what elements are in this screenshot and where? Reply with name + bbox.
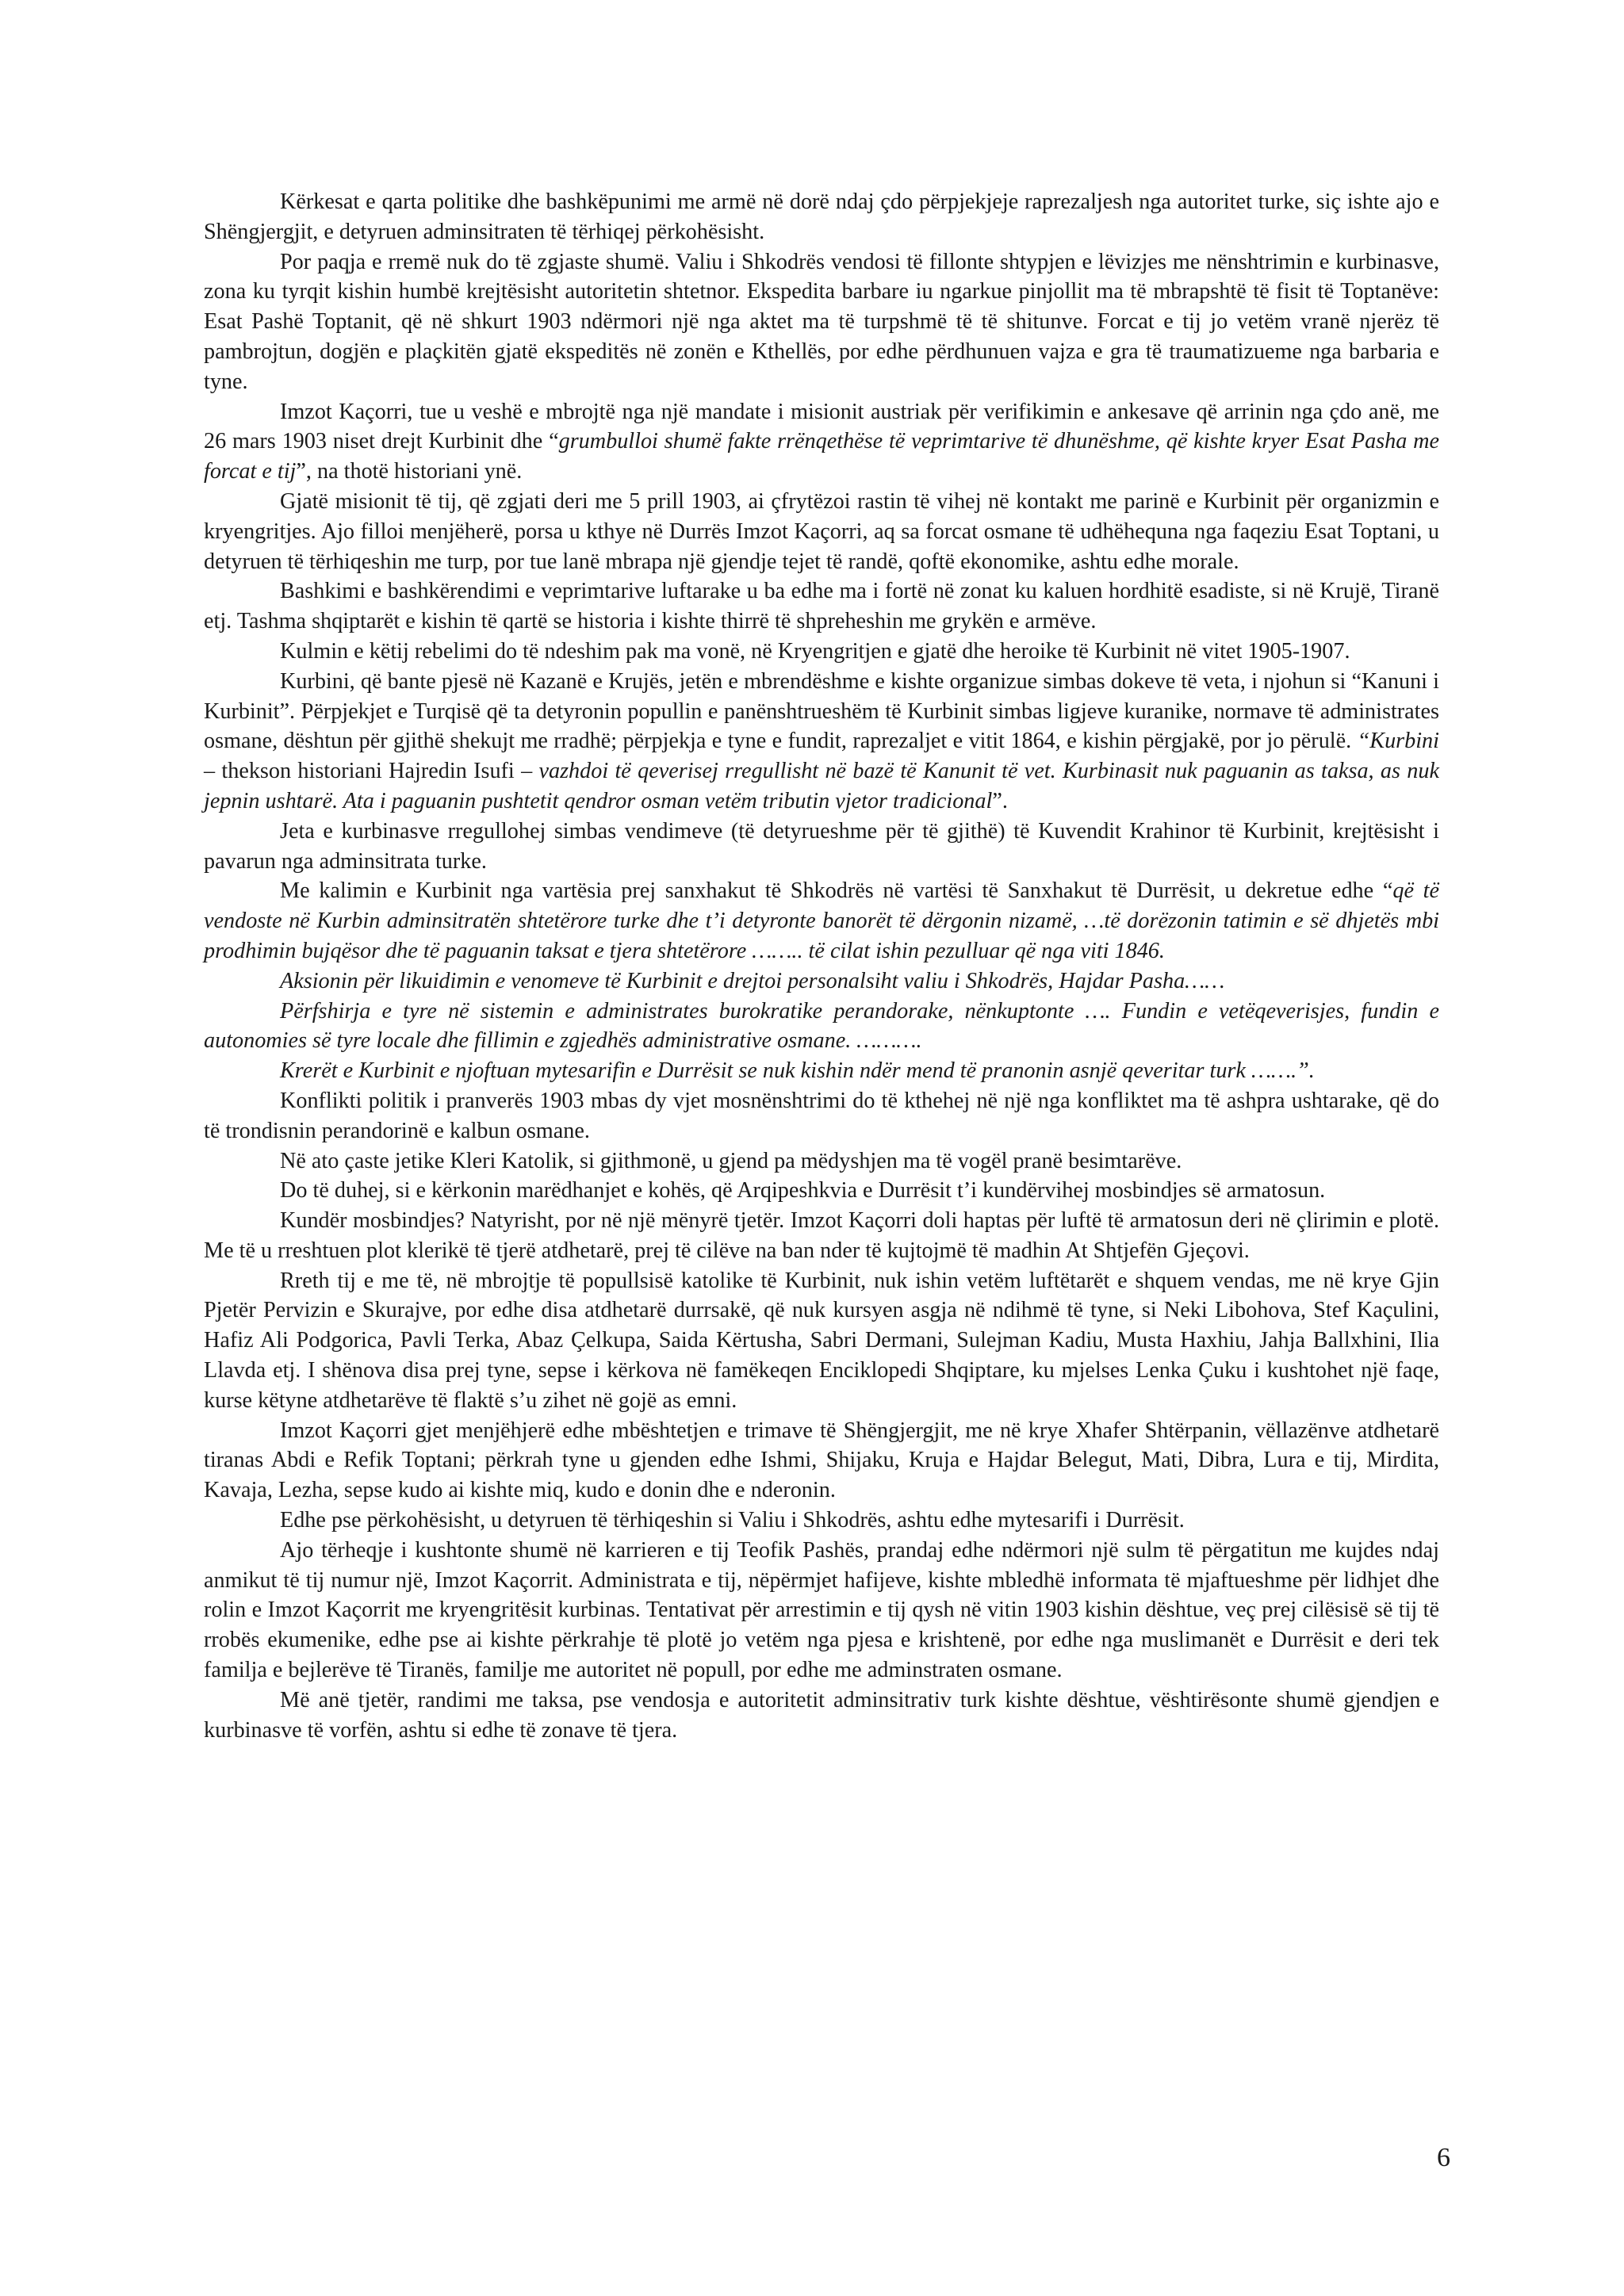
text-run: Kërkesat e qarta politike dhe bashkëpunimi me armë në dorë ndaj çdo përpjekjeje raprezaljesh nga autoritet turke, siç ishte ajo e Shëngjergjit, e detyruen adminsitraten të tërhiqej përkohësisht. <box>204 189 1439 244</box>
italic-text-run: Përfshirja e tyre në sistemin e administrates burokratike perandorake, nënkuptonte …. Fundin e vetëqeverisjes, fundin e autonomies së tyre locale dhe fillimin e zgjedhës administrative osmane. ………. <box>204 998 1439 1054</box>
paragraph <box>204 397 1439 487</box>
text-run: Ajo tërheqje i kushtonte shumë në karrieren e tij Teofik Pashës, prandaj edhe ndërmori një sulm të përgatitun me kujdes ndaj anmikut të tij numur një, Imzot Kaçorrit. Administrata e tij, nëpërmjet hafijeve, kishte mbledhë informata të mjaftueshme për lidhjet dhe rolin e Imzot Kaçorrit me kryengritësit kurbinas. Tentativat për arrestimin e tij qysh në vitin 1903 kishin dështue, veç prej cilësisë së tij të rrobës ekumenike, edhe pse ai kishte përkrahje të plotë jo vetëm nga pjesa e krishtenë, por edhe nga muslimanët e Durrësit e deri tek familja e bejlerëve të Tiranës, familje me autoritet në popull, por edhe me adminstraten osmane. <box>204 1537 1439 1683</box>
text-run: Por paqja e rremë nuk do të zgjaste shumë. Valiu i Shkodrës vendosi të fillonte shtypjen e lëvizjes me nënshtrimin e kurbinasve, zona ku tyrqit kishin humbë krejtësisht autoritetin shtetnor. Ekspedita barbare iu ngarkue pinjollit ma të mbrapshtë të fisit të Toptanëve: Esat Pashë Toptanit, që në shkurt 1903 ndërmori një nga aktet ma të turpshmë të të shitunve. Forcat e tij jo vetëm vranë njerëz të pambrojtun, dogjën e plaçkitën gjatë ekspeditës në zonën e Kthellës, por edhe përdhunuen vajza e gra të traumatizueme nga barbaria e tyne. <box>204 249 1439 394</box>
paragraph <box>204 1206 1439 1266</box>
paragraph <box>204 637 1439 667</box>
italic-text-run: që të vendoste në Kurbin adminsitratën shtetërore turke dhe t’i detyronte banorët të dërgonin nizamë, …të dorëzonin tatimin e së dhjetës mbi prodhimin bujqësor dhe të paguanin taksat e tjera shtetërore …….. të cilat ishin pezulluar që nga viti 1846. <box>204 878 1440 963</box>
paragraph <box>204 966 1439 997</box>
text-run: Edhe pse përkohësisht, u detyruen të tërhiqeshin si Valiu i Shkodrës, ashtu edhe mytesarifi i Durrësit. <box>280 1508 1185 1533</box>
text-run: Bashkimi e bashkërendimi e veprimtarive luftarake u ba edhe ma i fortë në zonat ku kaluen hordhitë esadiste, si në Krujë, Tiranë etj. Tashma shqiptarët e kishin të qartë se historia i kishte thirrë të shpreheshin me grykën e armëve. <box>204 579 1439 634</box>
text-run: ”, na thotë historiani ynë. <box>296 459 523 484</box>
paragraph <box>204 1056 1439 1086</box>
text-run: Jeta e kurbinasve rregullohej simbas vendimeve (të detyrueshme për të gjithë) të Kuvendit Krahinor të Kurbinit, krejtësisht i pavarun nga adminsitrata turke. <box>204 818 1439 874</box>
paragraph <box>204 817 1439 877</box>
paragraph <box>204 876 1439 966</box>
paragraph <box>204 1686 1439 1746</box>
text-run: – thekson historiani Hajredin Isufi – <box>204 759 539 784</box>
paragraph <box>204 1266 1439 1416</box>
paragraph <box>204 576 1439 637</box>
paragraph <box>204 1416 1439 1506</box>
text-run: Konflikti politik i pranverës 1903 mbas dy vjet mosnënshtrimi do të kthehej në një nga konfliktet ma të ashpra ushtarake, që do të trondisnin perandorinë e kalbun osmane. <box>204 1088 1439 1143</box>
text-run: Gjatë misionit të tij, që zgjati deri me 5 prill 1903, ai çfrytëzoi rastin të vihej në kontakt me parinë e Kurbinit për organizmin e kryengritjes. Ajo filloi menjëherë, porsa u kthye në Durrës Imzot Kaçorri, aq sa forcat osmane të udhëhequna nga faqeziu Esat Toptani, u detyruen të tërhiqeshin me turp, por tue lanë mbrapa një gjendje tejet të randë, qoftë ekonomike, ashtu edhe morale. <box>204 488 1439 574</box>
paragraph <box>204 1536 1439 1686</box>
paragraph <box>204 487 1439 576</box>
italic-text-run: “Kurbini <box>1357 729 1439 754</box>
text-run: Me kalimin e Kurbinit nga vartësia prej sanxhakut të Shkodrës në vartësi të Sanxhakut të Durrësit, u dekretue edhe “ <box>280 878 1393 904</box>
paragraph <box>204 1086 1439 1146</box>
italic-text-run: Aksionin për likuidimin e venomeve të Kurbinit e drejtoi personalsiht valiu i Shkodrës, Hajdar Pasha…… <box>280 968 1225 993</box>
italic-text-run: Krerët e Kurbinit e njoftuan mytesarifin e Durrësit se nuk kishin ndër mend të pranonin asnjë qeveritar turk …….”. <box>280 1058 1315 1084</box>
paragraph <box>204 1176 1439 1206</box>
text-run: Kurbini, që bante pjesë në Kazanë e Krujës, jetën e mbrendëshme e kishte organizue simbas dokeve të veta, i njohun si “Kanuni i Kurbinit”. Përpjekjet e Turqisë që ta detyronin popullin e panënshtrueshëm të Kurbinit simbas ligjeve kuranike, normave të administrates osmane, dështun për gjithë shekujt me rradhë; përpjekja e tyne e fundit, raprezaljet e vitit 1864, e kishin përgjakë, por jo përulë. <box>204 668 1439 754</box>
italic-text-run: grumbulloi shumë fakte rrënqethëse të veprimtarive të dhunëshme, që kishte kryer Esat Pasha me forcat e tij <box>204 429 1440 484</box>
text-run: Rreth tij e me të, në mbrojtje të popullsisë katolike të Kurbinit, nuk ishin vetëm luftëtarët e shquem vendas, me në krye Gjin Pjetër Pervizin e Skurajve, por edhe disa atdhetarë durrsakë, që nuk kursyen asgja në ndihmë të tyne, si Neki Libohova, Stef Kaçulini, Hafiz Ali Podgorica, Pavli Terka, Abaz Çelkupa, Saida Kërtusha, Sabri Dermani, Sulejman Kadiu, Musta Haxhiu, Jahja Ballxhini, Ilia Llavda etj. I shënova disa prej tyne, sepse i kërkova në famëkeqen Enciklopedi Shqiptare, ku mjelses Lenka Çuku i kushtohet një faqe, kurse këtyne atdhetarëve të flaktë s’u zihet në gojë as emni. <box>204 1268 1439 1413</box>
page-number: 6 <box>1437 2143 1450 2172</box>
paragraph <box>204 247 1439 397</box>
text-run: Kulmin e këtij rebelimi do të ndeshim pak ma vonë, në Kryengritjen e gjatë dhe heroike të Kurbinit në vitet 1905-1907. <box>280 638 1350 664</box>
text-run: Do të duhej, si e kërkonin marëdhanjet e kohës, që Arqipeshkvia e Durrësit t’i kundërvihej mosbindjes së armatosun. <box>280 1178 1326 1203</box>
paragraph <box>204 1146 1439 1177</box>
text-run: ”. <box>992 788 1008 813</box>
text-run: Kundër mosbindjes? Natyrisht, por në një mënyrë tjetër. Imzot Kaçorri doli haptas për luftë të armatosun deri në çlirimin e plotë. Me të u rreshtuen plot klerikë të tjerë atdhetarë, prej të cilëve na ban nder të kujtojmë të madhin At Shtjefën Gjeçovi. <box>204 1208 1439 1263</box>
text-run: Imzot Kaçorri gjet menjëhjerë edhe mbështetjen e trimave të Shëngjergjit, me në krye Xhafer Shtërpanin, vëllazënve atdhetarë tiranas Abdi e Refik Toptani; përkrah tyne u gjenden edhe Ishmi, Shijaku, Kruja e Hajdar Belegut, Mati, Dibra, Lura e tij, Mirdita, Kavaja, Lezha, sepse kudo ai kishte miq, kudo e donin dhe e nderonin. <box>204 1418 1439 1503</box>
paragraph <box>204 997 1439 1057</box>
text-run: Në ato çaste jetike Kleri Katolik, si gjithmonë, u gjend pa mëdyshjen ma të vogël pranë besimtarëve. <box>280 1148 1182 1173</box>
paragraph <box>204 1506 1439 1536</box>
body-text <box>204 187 1439 1745</box>
text-run: Më anë tjetër, randimi me taksa, pse vendosja e autoritetit adminsitrativ turk kishte dështue, vështirësonte shumë gjendjen e kurbinasve të vorfën, ashtu si edhe të zonave të tjera. <box>204 1687 1439 1743</box>
paragraph <box>204 187 1439 247</box>
text-run: Imzot Kaçorri, tue u veshë e mbrojtë nga një mandate i misionit austriak për verifikimin e ankesave që arrinin nga çdo anë, me 26 mars 1903 niset drejt Kurbinit dhe “ <box>204 399 1439 454</box>
italic-text-run: vazhdoi të qeverisej rregullisht në bazë të Kanunit të vet. Kurbinasit nuk paguanin as taksa, as nuk jepnin ushtarë. Ata i paguanin pushtetit qendror osman vetëm tributin vjetor tradicional <box>204 759 1439 813</box>
paragraph <box>204 667 1439 817</box>
